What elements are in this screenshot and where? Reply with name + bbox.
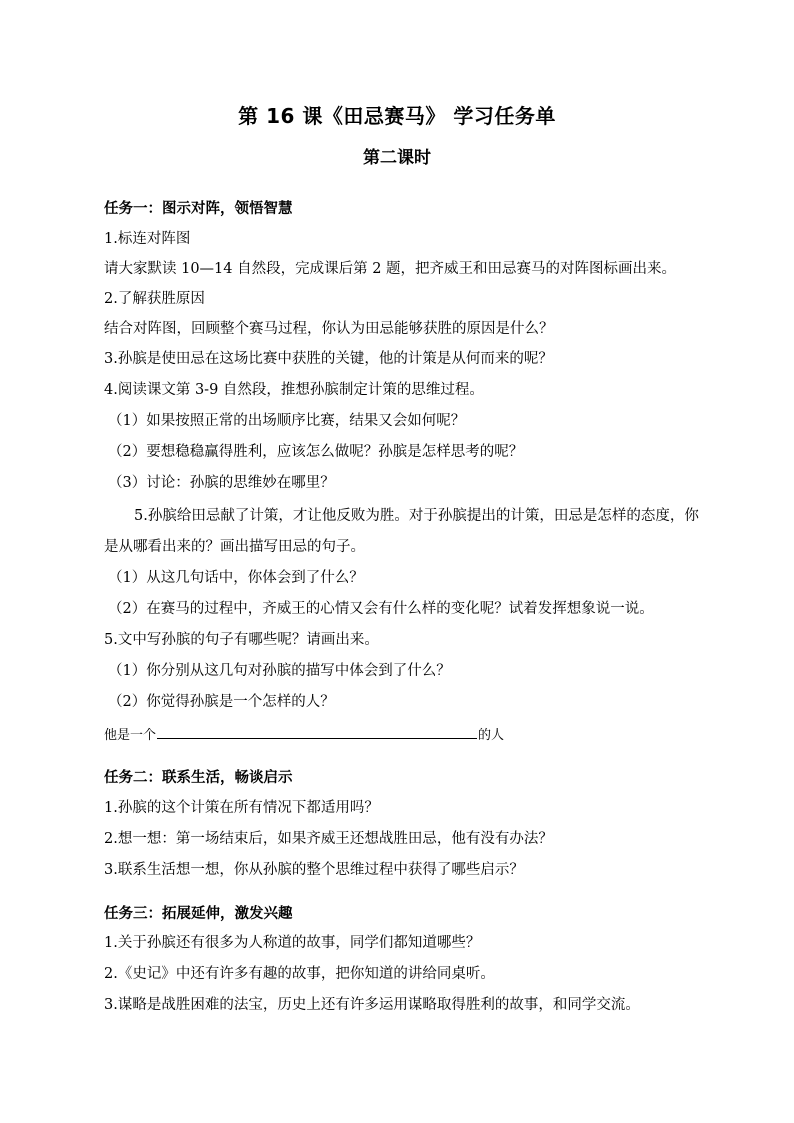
task1-line: 5.孙膑给田忌献了计策，才让他反败为胜。对于孙膑提出的计策，田忌是怎样的态度，你 — [134, 508, 699, 524]
task1-line: （2）要想稳稳赢得胜利，应该怎么做呢？孙膑是怎样思考的呢？ — [108, 444, 524, 460]
task1-line: 5.文中写孙膑的句子有哪些呢？请画出来。 — [104, 632, 379, 648]
task2-heading: 任务二：联系生活，畅谈启示 — [104, 770, 293, 786]
task1-line: 结合对阵图，回顾整个赛马过程，你认为田忌能够获胜的原因是什么？ — [104, 321, 554, 337]
task1-line: 是从哪看出来的？画出描写田忌的句子。 — [104, 539, 365, 555]
task1-line: （3）讨论：孙膑的思维妙在哪里？ — [108, 475, 335, 491]
task1-line: 1.标连对阵图 — [104, 231, 191, 247]
task2-line: 3.联系生活想一想，你从孙膑的整个思维过程中获得了哪些启示？ — [104, 862, 524, 878]
fill-suffix: 的人 — [478, 728, 505, 743]
task1-heading: 任务一：图示对阵，领悟智慧 — [104, 201, 293, 217]
task1-line: （1）你分别从这几句对孙膑的描写中体会到了什么？ — [108, 663, 451, 679]
task1-line: （1）如果按照正常的出场顺序比赛，结果又会如何呢？ — [108, 413, 466, 429]
task3-line: 3.谋略是战胜困难的法宝，历史上还有许多运用谋略取得胜利的故事，和同学交流。 — [104, 997, 640, 1013]
task2-line: 2.想一想：第一场结束后，如果齐威王还想战胜田忌，他有没有办法？ — [104, 831, 553, 847]
task1-line: （1）从这几句话中，你体会到了什么？ — [108, 570, 364, 586]
fill-in-sentence — [104, 724, 504, 747]
task3-line: 2.《史记》中还有许多有趣的故事，把你知道的讲给同桌听。 — [104, 966, 495, 982]
task2-line: 1.孙膑的这个计策在所有情况下都适用吗？ — [104, 800, 379, 816]
task1-line: （2）你觉得孙膑是一个怎样的人？ — [108, 694, 335, 710]
task1-line: （2）在赛马的过程中，齐威王的心情又会有什么样的变化呢？试着发挥想象说一说。 — [108, 601, 654, 617]
task1-line: 请大家默读 10—14 自然段，完成课后第 2 题，把齐威王和田忌赛马的对阵图标画出来。 — [104, 261, 677, 277]
page-subtitle: 第二课时 — [363, 148, 431, 168]
task1-line: 2.了解获胜原因 — [104, 291, 205, 307]
answer-blank[interactable] — [157, 724, 477, 739]
task1-line: 4.阅读课文第 3-9 自然段，推想孙膑制定计策的思维过程。 — [104, 382, 484, 398]
fill-prefix: 他是一个 — [104, 728, 157, 743]
page-title: 第 16 课《田忌赛马》 学习任务单 — [238, 104, 556, 128]
task1-line: 3.孙膑是使田忌在这场比赛中获胜的关键，他的计策是从何而来的呢？ — [104, 351, 553, 367]
task3-heading: 任务三：拓展延伸，激发兴趣 — [104, 906, 293, 922]
task3-line: 1.关于孙膑还有很多为人称道的故事，同学们都知道哪些？ — [104, 935, 481, 951]
